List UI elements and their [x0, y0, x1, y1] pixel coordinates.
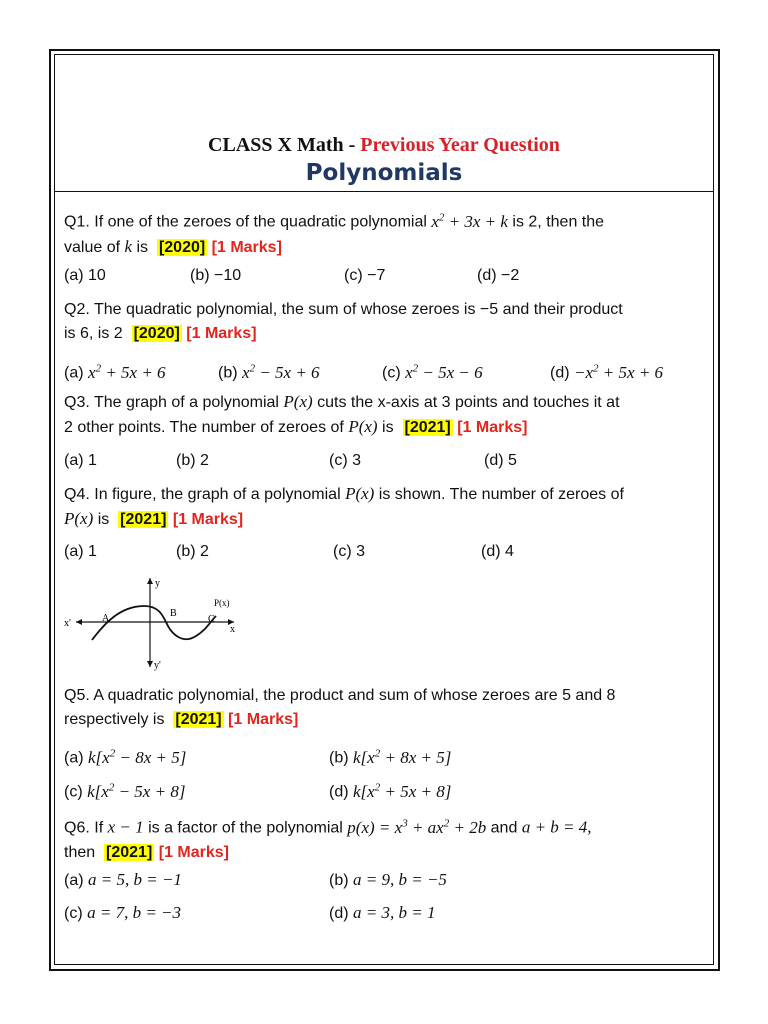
q2-year-badge: [2020] [133, 325, 180, 342]
q3-text-d: is [382, 419, 394, 436]
q4-label: Q4. [64, 486, 90, 503]
q1-text-b: is 2, then the [512, 213, 605, 231]
q5-option-c[interactable]: (c) $k[x^2 - 5x + 8]$ [64, 781, 186, 801]
q3-text-b: cuts the x-axis at 3 points and touches it at [317, 394, 620, 411]
q5-option-a[interactable]: (a) $k[x^2 - 8x + 5]$ [64, 747, 187, 767]
title-class: CLASS X Math - [208, 134, 361, 156]
q2-option-a[interactable]: (a) $x^2 + 5x + 6$ [64, 362, 166, 382]
y-neg-label: y' [154, 660, 161, 671]
q4-option-a[interactable]: (a) 1 [64, 543, 97, 560]
question-2 [64, 298, 714, 346]
q6-polynomial: $p(x) = x^3 + ax^2 + 2b$ [347, 817, 487, 837]
q3-label: Q3. [64, 394, 90, 411]
page-subtitle: Polynomials [305, 160, 463, 186]
q1-text-c: value of [64, 238, 121, 256]
q2-option-b[interactable]: (b) $x^2 - 5x + 6$ [218, 362, 320, 382]
page-title [0, 134, 768, 157]
q1-label: Q1. [64, 213, 90, 231]
y-axis-arrow-neg [147, 661, 153, 667]
q5-marks: [1 Marks] [228, 711, 299, 728]
polynomial-curve [92, 606, 216, 640]
point-c-label: C [208, 614, 215, 625]
q4-marks: [1 Marks] [172, 511, 244, 528]
q1-year-badge: [2020] [158, 238, 206, 256]
y-axis-arrow [147, 578, 153, 584]
q1-marks: [1 Marks] [211, 238, 282, 256]
q2-option-c[interactable]: (c) $x^2 - 5x - 6$ [382, 362, 483, 382]
point-b-label: B [170, 608, 177, 619]
question-3 [64, 390, 714, 440]
q4-option-c[interactable]: (c) 3 [333, 543, 365, 560]
q3-text-c: 2 other points. The number of zeroes of [64, 419, 344, 436]
q1-option-c[interactable]: (c) −7 [344, 267, 386, 284]
q4-option-b[interactable]: (b) 2 [176, 543, 209, 560]
question-6 [64, 811, 714, 865]
q6-marks: [1 Marks] [158, 843, 229, 861]
q3-option-a[interactable]: (a) 1 [64, 452, 97, 469]
q2-marks: [1 Marks] [186, 325, 257, 342]
point-a-label: A [102, 613, 110, 624]
q1-option-d[interactable]: (d) −2 [477, 267, 520, 284]
question-5 [64, 684, 714, 732]
q5-text-b: respectively is [64, 711, 165, 728]
q1-text-a: If one of the zeroes of the quadratic polynomial [94, 213, 427, 231]
q5-option-b[interactable]: (b) $k[x^2 + 8x + 5]$ [329, 747, 452, 767]
q5-label: Q5. [64, 687, 90, 704]
q3-marks: [1 Marks] [457, 419, 528, 436]
q4-text-a: In figure, the graph of a polynomial [94, 486, 341, 503]
q1-variable-k: k [124, 236, 133, 256]
q3-option-c[interactable]: (c) 3 [329, 452, 361, 469]
curve-px-label: P(x) [214, 598, 230, 608]
header-divider [54, 191, 714, 192]
q5-option-d[interactable]: (d) $k[x^2 + 5x + 8]$ [329, 781, 452, 801]
q3-option-d[interactable]: (d) 5 [484, 452, 517, 469]
x-label: x [230, 624, 235, 635]
q3-px-2: P(x) [348, 417, 378, 436]
q6-text-d: then [64, 843, 96, 861]
q6-option-d[interactable]: (d) a = 3, b = 1 [329, 903, 436, 922]
q2-label: Q2. [64, 301, 90, 318]
polynomial-graph-figure [62, 574, 244, 672]
q6-text-a: If [94, 819, 104, 837]
q3-option-b[interactable]: (b) 2 [176, 452, 209, 469]
q1-polynomial: $x^2 + 3x + k$ [431, 211, 508, 231]
q3-text-a: The graph of a polynomial [93, 394, 279, 411]
q4-option-d[interactable]: (d) 4 [481, 543, 514, 560]
title-highlight: Previous Year Question [360, 134, 560, 156]
q2-text-a: The quadratic polynomial, the sum of whose zeroes is −5 and their product [93, 301, 623, 318]
q4-year-badge: [2021] [120, 511, 167, 528]
question-1 [64, 205, 714, 260]
q1-option-b[interactable]: (b) −10 [190, 267, 242, 284]
y-label: y [155, 578, 160, 589]
q6-condition: a + b = 4, [521, 817, 592, 837]
q5-year-badge: [2021] [175, 711, 222, 728]
q4-px-2: P(x) [64, 509, 94, 528]
q6-factor: x − 1 [107, 817, 144, 837]
q5-text-a: A quadratic polynomial, the product and sum of whose zeroes are 5 and 8 [93, 687, 616, 704]
q3-year-badge: [2021] [404, 419, 451, 436]
q6-option-c[interactable]: (c) a = 7, b = −3 [64, 903, 182, 922]
q1-option-a[interactable]: (a) 10 [64, 267, 106, 284]
q1-text-d: is [136, 238, 149, 256]
q6-option-b[interactable]: (b) a = 9, b = −5 [329, 870, 447, 889]
x-axis-arrow-neg [76, 619, 82, 625]
q6-option-a[interactable]: (a) a = 5, b = −1 [64, 870, 182, 889]
q4-px: P(x) [345, 484, 375, 503]
q2-option-d[interactable]: $(d) -x^2 + 5x + 6$ [550, 362, 664, 382]
q3-px: P(x) [283, 392, 313, 411]
q6-label: Q6. [64, 819, 90, 837]
q4-text-c: is [97, 511, 110, 528]
q6-text-b: is a factor of the polynomial [148, 819, 343, 837]
question-4 [64, 482, 714, 532]
q4-text-b: is shown. The number of zeroes of [378, 486, 624, 503]
x-neg-label: x' [64, 618, 71, 629]
q6-text-c: and [490, 819, 518, 837]
q2-text-b: is 6, is 2 [64, 325, 123, 342]
q6-year-badge: [2021] [106, 843, 153, 861]
